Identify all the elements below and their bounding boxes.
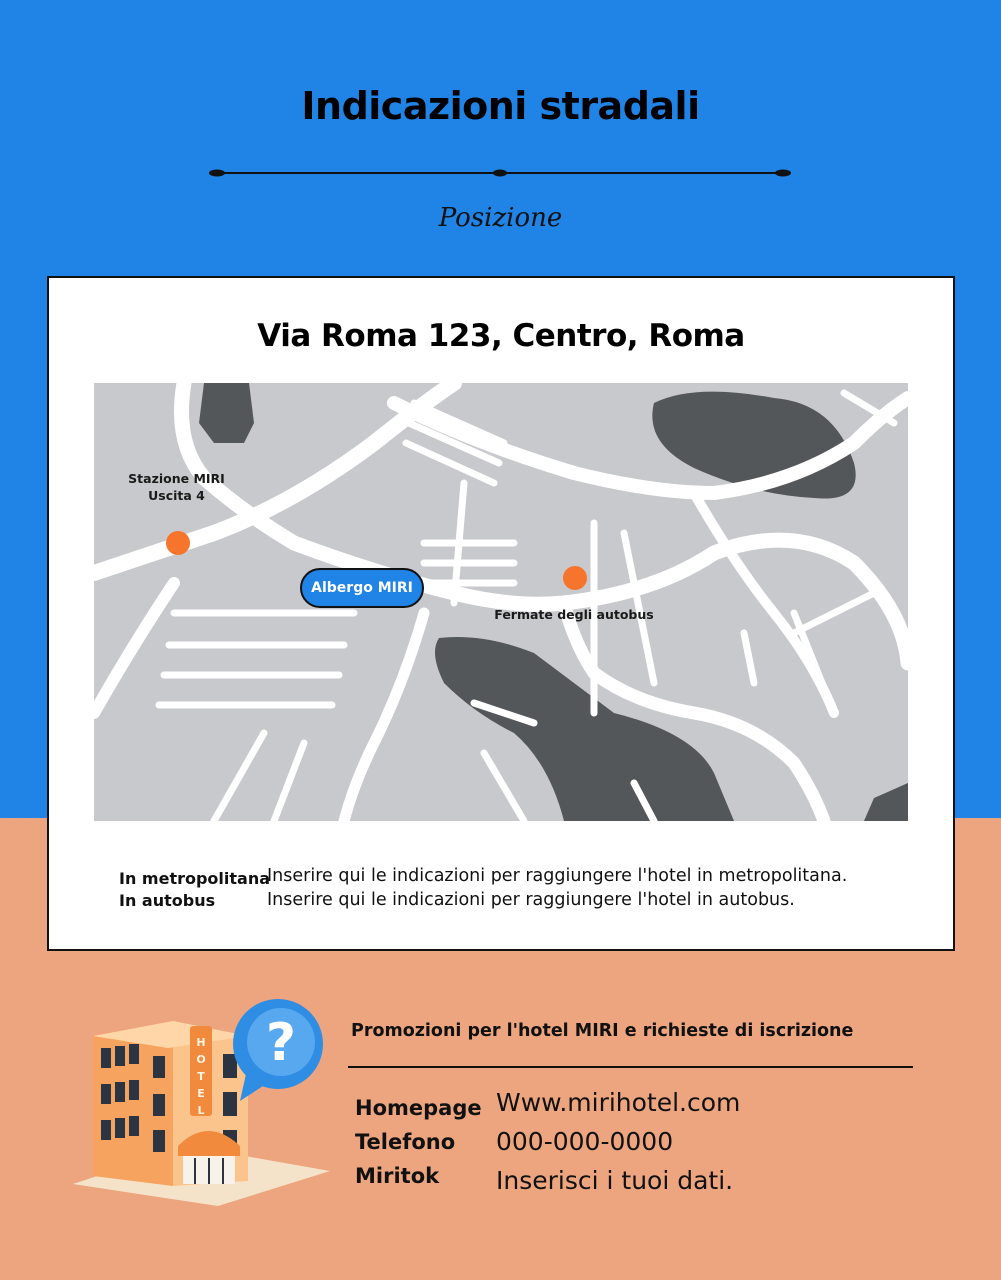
station-label: Stazione MIRI Uscita 4 — [128, 471, 225, 503]
street-map — [94, 383, 908, 821]
svg-text:L: L — [197, 1104, 205, 1117]
hotel-marker[interactable]: Albergo MIRI — [300, 568, 424, 608]
svg-text:E: E — [197, 1087, 205, 1100]
map-streets — [94, 383, 908, 821]
svg-text:T: T — [197, 1070, 205, 1083]
question-bubble-icon — [233, 999, 323, 1101]
phone-value[interactable]: 000-000-0000 — [496, 1127, 674, 1156]
miritok-value[interactable]: Inserisci i tuoi dati. — [496, 1166, 734, 1195]
station-marker[interactable] — [166, 531, 190, 555]
direction-metro-label: In metropolitana — [119, 869, 271, 888]
direction-bus-label: In autobus — [119, 891, 216, 910]
location-card — [47, 276, 955, 951]
svg-text:?: ? — [265, 1013, 297, 1073]
decorative-divider — [205, 163, 795, 183]
bus-stop-label: Fermate degli autobus — [494, 607, 654, 622]
page-title: Indicazioni stradali — [301, 84, 700, 128]
svg-text:H: H — [196, 1036, 206, 1049]
phone-label: Telefono — [355, 1130, 456, 1154]
direction-metro-text: Inserire qui le indicazioni per raggiungere l'hotel in metropolitana. — [267, 866, 848, 886]
bus-stop-marker[interactable] — [563, 566, 587, 590]
miritok-label: Miritok — [355, 1164, 440, 1188]
direction-bus-text: Inserire qui le indicazioni per raggiungere l'hotel in autobus. — [267, 890, 795, 910]
homepage-label: Homepage — [355, 1096, 482, 1120]
hotel-address: Via Roma 123, Centro, Roma — [257, 318, 745, 354]
section-subtitle: Posizione — [438, 203, 563, 233]
hotel-building-icon — [68, 996, 338, 1211]
promotions-divider — [348, 1066, 913, 1068]
svg-text:O: O — [196, 1053, 206, 1066]
homepage-value[interactable]: Www.mirihotel.com — [496, 1088, 741, 1117]
promotions-title: Promozioni per l'hotel MIRI e richieste di iscrizione — [351, 1021, 854, 1041]
